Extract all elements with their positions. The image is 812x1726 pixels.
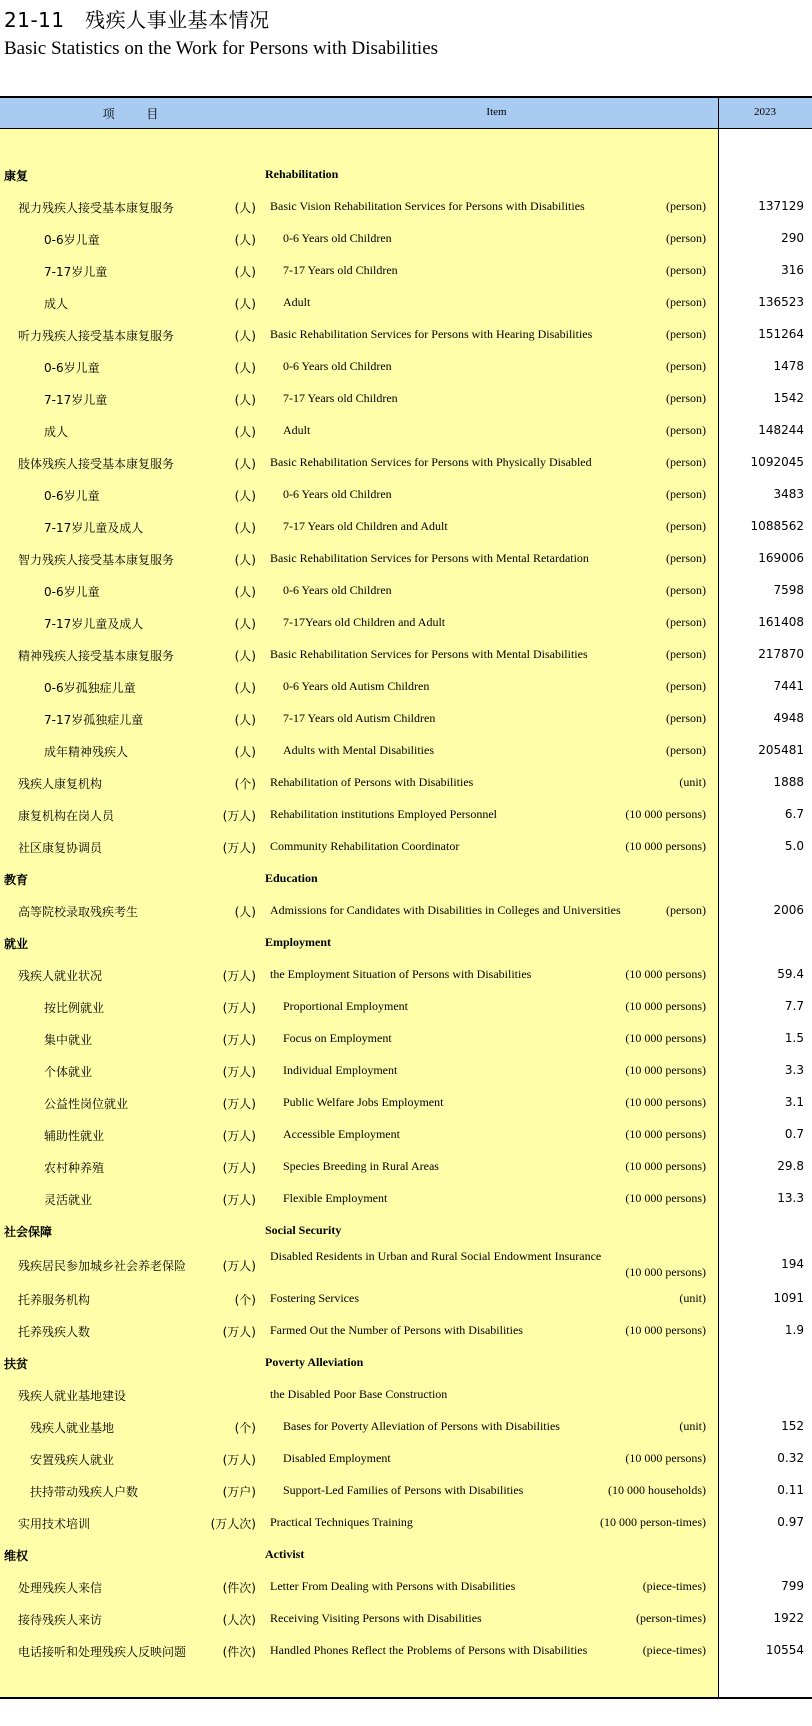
row-unit-cn: (万人)	[222, 1259, 256, 1273]
category-row	[0, 863, 812, 895]
row-unit-en: (10 000 person-times)	[600, 1515, 706, 1529]
row-unit-en: (unit)	[679, 1419, 706, 1433]
row-label-cn: 就业	[4, 937, 29, 951]
row-value: 1088562	[750, 519, 804, 533]
table-rows	[0, 159, 812, 1667]
row-unit-cn: (万人)	[222, 1065, 256, 1079]
row-label-en: Handled Phones Reflect the Problems of Persons with Disabilities	[270, 1643, 588, 1657]
row-label-en: Support-Led Families of Persons with Disabilities	[283, 1483, 524, 1497]
row-label-cn: 接待残疾人来访	[18, 1613, 103, 1627]
row-unit-cn: (万人)	[222, 1129, 256, 1143]
row-label-cn: 教育	[4, 873, 29, 887]
row-unit-en: (person)	[666, 583, 706, 597]
row-value: 217870	[758, 647, 804, 661]
row-label-en: 0-6 Years old Autism Children	[283, 679, 430, 693]
table-row	[0, 255, 812, 287]
row-value: 3483	[773, 487, 804, 501]
row-label-cn: 7-17岁儿童	[44, 393, 108, 407]
table-row	[0, 1183, 812, 1215]
row-label-cn: 7-17岁儿童及成人	[44, 617, 144, 631]
row-value: 148244	[758, 423, 804, 437]
row-unit-en: (person)	[666, 327, 706, 341]
row-unit-cn: (人)	[234, 425, 256, 439]
row-label-cn: 精神残疾人接受基本康复服务	[18, 649, 175, 663]
row-unit-en: (10 000 persons)	[625, 999, 706, 1013]
row-value: 136523	[758, 295, 804, 309]
row-label-en: Adult	[283, 423, 311, 437]
table-row	[0, 671, 812, 703]
row-label-en: 0-6 Years old Children	[283, 231, 392, 245]
row-label-en: Basic Rehabilitation Services for Persons with Mental Disabilities	[270, 647, 588, 661]
row-unit-cn: (万人)	[222, 1161, 256, 1175]
row-label-cn: 康复	[4, 169, 29, 183]
row-unit-cn: (人)	[234, 489, 256, 503]
row-label-en: Rehabilitation	[265, 167, 339, 181]
row-label-en: Social Security	[265, 1223, 342, 1237]
table-row	[0, 767, 812, 799]
row-label-cn: 维权	[4, 1549, 29, 1563]
row-label-en: 0-6 Years old Children	[283, 583, 392, 597]
row-unit-en: (person)	[666, 903, 706, 917]
row-unit-en: (person)	[666, 711, 706, 725]
row-label-cn: 7-17岁孤独症儿童	[44, 713, 144, 727]
row-unit-en: (10 000 persons)	[625, 1127, 706, 1141]
row-label-cn: 社区康复协调员	[18, 841, 103, 855]
row-label-cn: 灵活就业	[44, 1193, 93, 1207]
row-unit-cn: (万人)	[222, 809, 256, 823]
table-header	[0, 96, 812, 129]
table-row	[0, 1443, 812, 1475]
row-value: 161408	[758, 615, 804, 629]
row-label-cn: 辅助性就业	[44, 1129, 105, 1143]
row-label-en: 7-17 Years old Children	[283, 263, 398, 277]
category-row	[0, 159, 812, 191]
row-label-en: Basic Vision Rehabilitation Services for Persons with Disabilities	[270, 199, 585, 213]
table-row	[0, 1603, 812, 1635]
table-row	[0, 1151, 812, 1183]
row-value: 7.7	[784, 999, 804, 1013]
row-label-cn: 托养残疾人数	[18, 1325, 91, 1339]
row-unit-en: (10 000 persons)	[625, 1063, 706, 1077]
row-value: 152	[781, 1419, 804, 1433]
row-unit-en: (unit)	[679, 1291, 706, 1305]
row-value: 1922	[773, 1611, 804, 1625]
row-label-en: Poverty Alleviation	[265, 1355, 364, 1369]
row-label-cn: 扶持带动残疾人户数	[30, 1485, 139, 1499]
row-unit-en: (person)	[666, 647, 706, 661]
row-label-cn: 残疾居民参加城乡社会养老保险	[18, 1259, 187, 1273]
table-row	[0, 287, 812, 319]
table-title-en: Basic Statistics on the Work for Persons with Disabilities	[4, 38, 439, 59]
row-label-cn: 安置残疾人就业	[30, 1453, 115, 1467]
row-unit-en: (10 000 persons)	[625, 967, 706, 981]
row-unit-en: (10 000 households)	[608, 1483, 706, 1497]
row-unit-en: (person)	[666, 615, 706, 629]
row-label-en: Focus on Employment	[283, 1031, 392, 1045]
row-value: 59.4	[777, 967, 804, 981]
row-label-en: Adults with Mental Disabilities	[283, 743, 434, 757]
row-unit-cn: (万人)	[222, 969, 256, 983]
row-unit-cn: (人)	[234, 713, 256, 727]
row-unit-en: (10 000 persons)	[625, 1191, 706, 1205]
table-row	[0, 1507, 812, 1539]
table-title-cn: 21-11 残疾人事业基本情况	[4, 8, 270, 32]
row-label-en: 7-17 Years old Children	[283, 391, 398, 405]
row-value: 151264	[758, 327, 804, 341]
row-label-cn: 集中就业	[44, 1033, 93, 1047]
row-label-cn: 0-6岁儿童	[44, 585, 100, 599]
row-label-en: Rehabilitation institutions Employed Personnel	[270, 807, 497, 821]
row-label-cn: 0-6岁孤独症儿童	[44, 681, 136, 695]
row-label-cn: 残疾人就业基地	[30, 1421, 115, 1435]
table-row	[0, 895, 812, 927]
row-label-en: 0-6 Years old Children	[283, 359, 392, 373]
table-row	[0, 639, 812, 671]
row-unit-en: (10 000 persons)	[625, 1451, 706, 1465]
category-row	[0, 1215, 812, 1247]
row-unit-cn: (人)	[234, 649, 256, 663]
row-unit-en: (person-times)	[636, 1611, 706, 1625]
row-unit-cn: (万人)	[222, 841, 256, 855]
row-unit-cn: (万人次)	[210, 1517, 256, 1531]
row-unit-en: (piece-times)	[642, 1579, 706, 1593]
row-value: 316	[781, 263, 804, 277]
row-unit-en: (person)	[666, 199, 706, 213]
row-value: 194	[781, 1257, 804, 1271]
row-value: 29.8	[777, 1159, 804, 1173]
row-label-cn: 按比例就业	[44, 1001, 105, 1015]
row-value: 4948	[773, 711, 804, 725]
category-row	[0, 927, 812, 959]
row-label-cn: 成人	[44, 297, 69, 311]
row-label-cn: 社会保障	[4, 1225, 53, 1239]
table-row	[0, 1315, 812, 1347]
row-unit-en: (10 000 persons)	[625, 1323, 706, 1337]
row-value: 205481	[758, 743, 804, 757]
row-unit-en: (person)	[666, 391, 706, 405]
table-row	[0, 799, 812, 831]
row-label-cn: 处理残疾人来信	[18, 1581, 103, 1595]
row-label-en: Individual Employment	[283, 1063, 398, 1077]
row-label-cn: 残疾人康复机构	[18, 777, 103, 791]
table-row	[0, 1087, 812, 1119]
row-value: 1.5	[784, 1031, 804, 1045]
row-unit-cn: (人)	[234, 457, 256, 471]
table-row	[0, 831, 812, 863]
table-row	[0, 1119, 812, 1151]
header-item-cn: 项 目	[102, 107, 173, 121]
row-label-cn: 康复机构在岗人员	[18, 809, 115, 823]
table-row	[0, 607, 812, 639]
row-unit-cn: (个)	[234, 777, 256, 791]
row-label-cn: 实用技术培训	[18, 1517, 91, 1531]
row-unit-cn: (个)	[234, 1421, 256, 1435]
row-value: 6.7	[784, 807, 804, 821]
row-value: 137129	[758, 199, 804, 213]
row-label-en: Proportional Employment	[283, 999, 408, 1013]
row-value: 1478	[773, 359, 804, 373]
row-label-en: Accessible Employment	[283, 1127, 400, 1141]
row-label-en: Activist	[265, 1547, 305, 1561]
row-value: 0.7	[784, 1127, 804, 1141]
row-value: 1.9	[784, 1323, 804, 1337]
table-row	[0, 959, 812, 991]
row-unit-cn: (个)	[234, 1293, 256, 1307]
row-unit-cn: (万人)	[222, 1325, 256, 1339]
row-value: 169006	[758, 551, 804, 565]
row-label-en: Education	[265, 871, 318, 885]
category-row	[0, 1347, 812, 1379]
header-divider	[718, 98, 719, 128]
row-label-cn: 托养服务机构	[18, 1293, 91, 1307]
row-unit-en: (person)	[666, 679, 706, 693]
row-label-en: Admissions for Candidates with Disabilities in Colleges and Universities	[270, 903, 621, 917]
row-unit-cn: (人)	[234, 681, 256, 695]
row-value: 290	[781, 231, 804, 245]
row-unit-en: (10 000 persons)	[625, 1095, 706, 1109]
table-row	[0, 383, 812, 415]
row-unit-cn: (人)	[234, 361, 256, 375]
table-row	[0, 1055, 812, 1087]
row-unit-en: (10 000 persons)	[625, 839, 706, 853]
table-row	[0, 351, 812, 383]
row-label-cn: 成人	[44, 425, 69, 439]
row-label-cn: 电话接听和处理残疾人反映问题	[18, 1645, 187, 1659]
row-label-en: 7-17 Years old Children and Adult	[283, 519, 448, 533]
row-unit-en: (piece-times)	[642, 1643, 706, 1657]
row-unit-cn: (人)	[234, 233, 256, 247]
row-label-cn: 残疾人就业状况	[18, 969, 103, 983]
row-label-cn: 7-17岁儿童	[44, 265, 108, 279]
table-body	[0, 129, 812, 1699]
row-unit-en: (person)	[666, 551, 706, 565]
row-label-en: the Employment Situation of Persons with Disabilities	[270, 967, 532, 981]
table-row	[0, 223, 812, 255]
row-value: 7441	[773, 679, 804, 693]
row-label-cn: 0-6岁儿童	[44, 489, 100, 503]
table-row	[0, 1247, 812, 1283]
row-label-en: Bases for Poverty Alleviation of Persons with Disabilities	[283, 1419, 560, 1433]
table-row	[0, 447, 812, 479]
row-label-en: Rehabilitation of Persons with Disabilities	[270, 775, 474, 789]
table-row	[0, 191, 812, 223]
header-year: 2023	[754, 106, 776, 118]
row-label-en: Letter From Dealing with Persons with Disabilities	[270, 1579, 516, 1593]
row-label-cn: 农村种养殖	[44, 1161, 105, 1175]
row-label-cn: 成年精神残疾人	[44, 745, 129, 759]
row-unit-cn: (人)	[234, 905, 256, 919]
table-row	[0, 479, 812, 511]
row-label-en: Practical Techniques Training	[270, 1515, 413, 1529]
row-unit-cn: (人)	[234, 393, 256, 407]
row-label-cn: 肢体残疾人接受基本康复服务	[18, 457, 175, 471]
row-unit-en: (person)	[666, 263, 706, 277]
row-unit-cn: (人)	[234, 617, 256, 631]
row-value: 10554	[765, 1643, 804, 1657]
row-label-en: Adult	[283, 295, 311, 309]
table-row	[0, 1379, 812, 1411]
row-unit-cn: (人次)	[222, 1613, 256, 1627]
row-label-en: Receiving Visiting Persons with Disabilities	[270, 1611, 482, 1625]
table-row	[0, 735, 812, 767]
row-label-en: Basic Rehabilitation Services for Persons with Mental Retardation	[270, 551, 589, 565]
row-label-cn: 7-17岁儿童及成人	[44, 521, 144, 535]
row-unit-cn: (人)	[234, 329, 256, 343]
row-unit-en: (unit)	[679, 775, 706, 789]
row-unit-cn: (件次)	[222, 1645, 256, 1659]
row-value: 13.3	[777, 1191, 804, 1205]
row-value: 1092045	[750, 455, 804, 469]
table-row	[0, 1283, 812, 1315]
row-label-en: Species Breeding in Rural Areas	[283, 1159, 439, 1173]
row-label-cn: 视力残疾人接受基本康复服务	[18, 201, 175, 215]
row-label-en: Basic Rehabilitation Services for Persons with Hearing Disabilities	[270, 327, 593, 341]
row-unit-en: (10 000 persons)	[625, 1265, 706, 1279]
row-label-en: Farmed Out the Number of Persons with Disabilities	[270, 1323, 523, 1337]
category-row	[0, 1539, 812, 1571]
row-unit-cn: (万人)	[222, 1097, 256, 1111]
row-label-en: Basic Rehabilitation Services for Persons with Physically Disabled	[270, 455, 592, 469]
row-unit-cn: (件次)	[222, 1581, 256, 1595]
row-label-cn: 智力残疾人接受基本康复服务	[18, 553, 175, 567]
table-row	[0, 1023, 812, 1055]
row-value: 799	[781, 1579, 804, 1593]
row-unit-en: (person)	[666, 519, 706, 533]
row-unit-en: (person)	[666, 359, 706, 373]
row-unit-cn: (万户)	[222, 1485, 256, 1499]
row-label-en: Community Rehabilitation Coordinator	[270, 839, 460, 853]
row-unit-cn: (人)	[234, 553, 256, 567]
row-unit-cn: (万人)	[222, 1001, 256, 1015]
row-label-cn: 0-6岁儿童	[44, 361, 100, 375]
row-label-cn: 高等院校录取残疾考生	[18, 905, 139, 919]
table-row	[0, 319, 812, 351]
table-row	[0, 1571, 812, 1603]
row-label-cn: 扶贫	[4, 1357, 29, 1371]
row-label-cn: 公益性岗位就业	[44, 1097, 129, 1111]
row-unit-en: (person)	[666, 455, 706, 469]
row-label-cn: 听力残疾人接受基本康复服务	[18, 329, 175, 343]
table-row	[0, 511, 812, 543]
table-row	[0, 703, 812, 735]
row-label-en: Employment	[265, 935, 331, 949]
row-value: 2006	[773, 903, 804, 917]
row-label-cn: 残疾人就业基地建设	[18, 1389, 127, 1403]
row-unit-en: (person)	[666, 295, 706, 309]
row-label-en: Disabled Employment	[283, 1451, 391, 1465]
table-row	[0, 415, 812, 447]
row-label-en: Public Welfare Jobs Employment	[283, 1095, 444, 1109]
row-unit-en: (10 000 persons)	[625, 1031, 706, 1045]
row-unit-cn: (万人)	[222, 1453, 256, 1467]
row-label-en: 0-6 Years old Children	[283, 487, 392, 501]
row-unit-cn: (万人)	[222, 1033, 256, 1047]
row-unit-en: (person)	[666, 487, 706, 501]
row-unit-en: (10 000 persons)	[625, 1159, 706, 1173]
row-value: 3.1	[784, 1095, 804, 1109]
row-unit-en: (person)	[666, 231, 706, 245]
table-row	[0, 543, 812, 575]
table-row	[0, 1411, 812, 1443]
table-row	[0, 1475, 812, 1507]
row-label-cn: 个体就业	[44, 1065, 93, 1079]
row-value: 0.11	[777, 1483, 804, 1497]
row-unit-en: (person)	[666, 743, 706, 757]
row-value: 1542	[773, 391, 804, 405]
row-value: 1091	[773, 1291, 804, 1305]
table-row	[0, 1635, 812, 1667]
row-unit-cn: (人)	[234, 265, 256, 279]
row-unit-en: (person)	[666, 423, 706, 437]
row-value: 0.97	[777, 1515, 804, 1529]
header-item-en: Item	[486, 106, 507, 118]
row-unit-cn: (人)	[234, 297, 256, 311]
row-value: 1888	[773, 775, 804, 789]
row-label-en: Disabled Residents in Urban and Rural Social Endowment Insurance	[270, 1249, 602, 1263]
row-unit-cn: (人)	[234, 745, 256, 759]
row-value: 3.3	[784, 1063, 804, 1077]
row-unit-cn: (人)	[234, 521, 256, 535]
row-label-en: 7-17Years old Children and Adult	[283, 615, 446, 629]
row-label-en: the Disabled Poor Base Construction	[270, 1387, 448, 1401]
row-unit-cn: (人)	[234, 201, 256, 215]
row-label-en: 7-17 Years old Autism Children	[283, 711, 436, 725]
row-value: 5.0	[784, 839, 804, 853]
row-unit-cn: (人)	[234, 585, 256, 599]
statistics-table	[0, 96, 812, 1699]
row-label-en: Fostering Services	[270, 1291, 359, 1305]
row-unit-cn: (万人)	[222, 1193, 256, 1207]
row-unit-en: (10 000 persons)	[625, 807, 706, 821]
row-label-en: Flexible Employment	[283, 1191, 388, 1205]
row-value: 0.32	[777, 1451, 804, 1465]
table-row	[0, 991, 812, 1023]
row-value: 7598	[773, 583, 804, 597]
table-row	[0, 575, 812, 607]
row-label-cn: 0-6岁儿童	[44, 233, 100, 247]
